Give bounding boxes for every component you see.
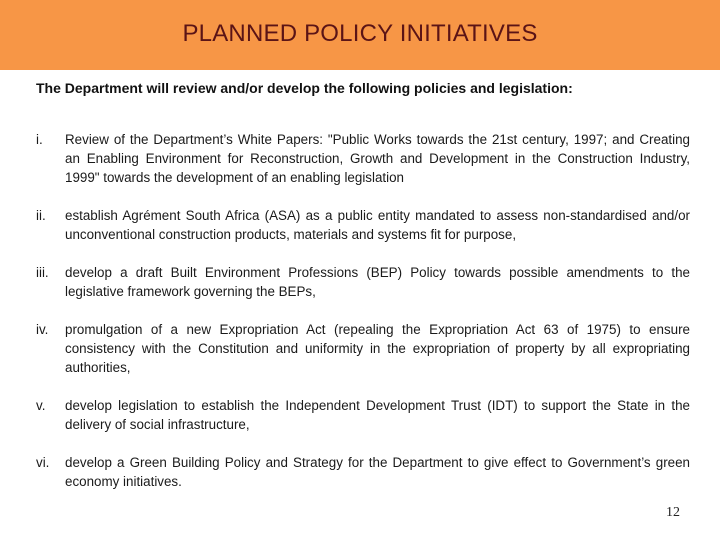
list-item: [36, 453, 690, 491]
item-text: develop a Green Building Policy and Strategy for the Department to give effect to Government’s green economy initiatives.: [65, 455, 690, 489]
item-number: ii.: [36, 208, 46, 223]
list-item: [36, 206, 690, 244]
list-item: [36, 320, 690, 377]
item-text: develop legislation to establish the Independent Development Trust (IDT) to support the State in the delivery of social infrastructure,: [65, 398, 690, 432]
policy-list: [36, 130, 690, 510]
item-text: promulgation of a new Expropriation Act (repealing the Expropriation Act 63 of 1975) to ensure consistency with the Constitution and uniformity in the expropriation of property by all expropriating authorities,: [65, 322, 690, 375]
item-text: develop a draft Built Environment Professions (BEP) Policy towards possible amendments to the legislative framework governing the BEPs,: [65, 265, 690, 299]
item-text: Review of the Department’s White Papers: "Public Works towards the 21st century, 1997; and Creating an Enabling Environment for Reconstruction, Growth and Development in the Construction Industry, 1999" towards the development of an enabling legislation: [65, 132, 690, 185]
list-item: [36, 396, 690, 434]
item-number: iv.: [36, 322, 49, 337]
intro-text: The Department will review and/or develop the following policies and legislation:: [36, 80, 573, 96]
slide-title: PLANNED POLICY INITIATIVES: [182, 20, 538, 47]
item-text: establish Agrément South Africa (ASA) as a public entity mandated to assess non-standardised and/or unconventional construction products, materials and systems fit for purpose,: [65, 208, 690, 242]
item-number: iii.: [36, 265, 49, 280]
item-number: vi.: [36, 455, 50, 470]
list-item: [36, 263, 690, 301]
item-number: v.: [36, 398, 46, 413]
list-item: [36, 130, 690, 187]
page-number: 12: [666, 505, 680, 520]
item-number: i.: [36, 132, 43, 147]
